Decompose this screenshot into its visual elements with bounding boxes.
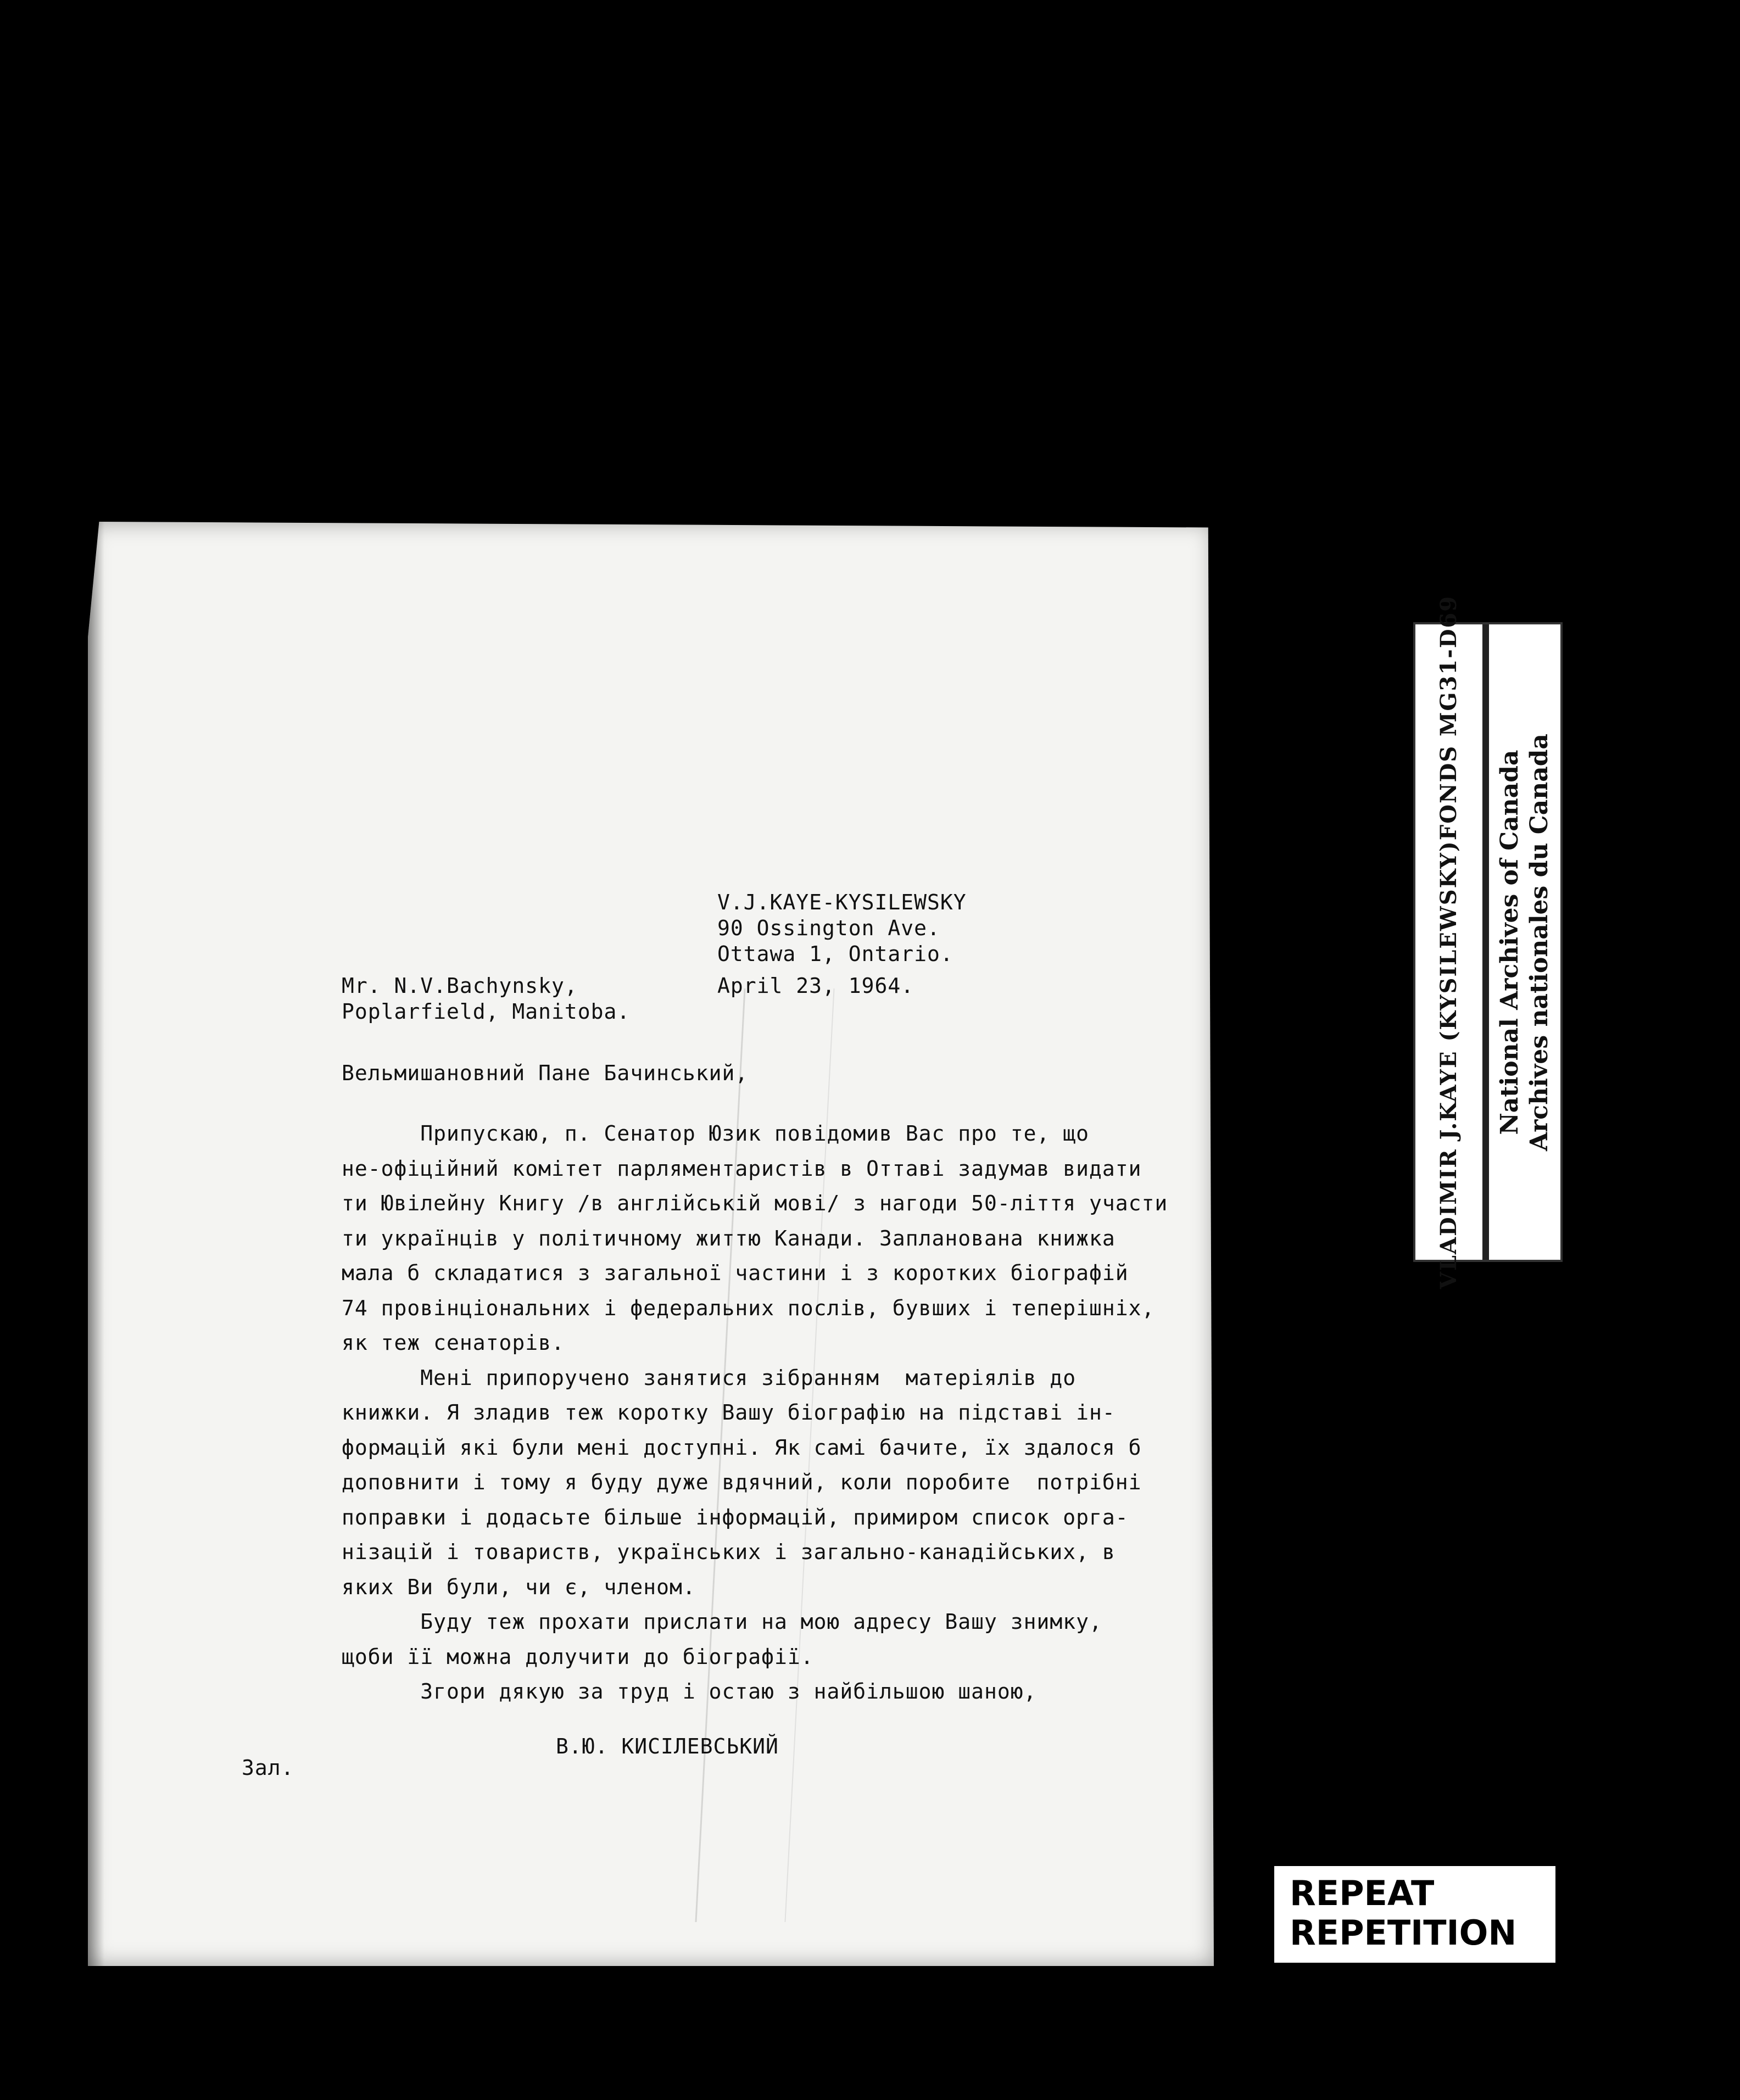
label-divider <box>1482 624 1489 1260</box>
institution-names <box>1495 733 1554 1150</box>
stamp-line-1: REPEAT <box>1290 1873 1435 1913</box>
sender-address: V.J.KAYE-KYSILEWSKY 90 Ossington Ave. Ottawa 1, Ontario. <box>717 890 967 966</box>
body-line: Згори дякую за труд і остаю з найбільшою шаною, <box>342 1679 1037 1704</box>
fonds-column <box>1415 595 1482 1289</box>
body-line: 74 провінціональних і федеральних послів, бувших і теперішніх, <box>342 1295 1155 1320</box>
body-line: ти українців у політичному життю Канади. Запланована книжка <box>342 1226 1116 1250</box>
institution-name-en: National Archives of Canada <box>1496 750 1524 1135</box>
letter-body <box>342 1116 1168 1710</box>
salutation: Вельмишановний Пане Бачинський, <box>342 1061 749 1085</box>
body-line: яких Ви були, чи є, членом. <box>342 1574 696 1599</box>
body-line: не-офіційний комітет парляментаристів в Оттаві задумав видати <box>342 1156 1142 1181</box>
body-line: нізацій і товариств, українських і загально-канадійських, в <box>342 1540 1116 1564</box>
fonds-reference: VLADIMIR J.KAYE (KYSILEWSKY)FONDS MG31-D69 <box>1436 595 1462 1289</box>
repeat-stamp <box>1274 1866 1555 1963</box>
body-line: Буду теж прохати прислати на мою адресу Вашу знимку, <box>342 1610 1102 1634</box>
body-line: формацій які були мені доступні. Як самі бачите, їх здалося б <box>342 1435 1142 1460</box>
enclosure-note: Зал. <box>242 1756 294 1780</box>
body-line: доповнити і тому я буду дуже вдячний, коли поробите потрібні <box>342 1470 1142 1494</box>
institution-column <box>1489 624 1560 1260</box>
institution-name-fr: Archives nationales du Canada <box>1525 733 1553 1151</box>
body-line: ти Ювілейну Книгу /в англійській мові/ з нагоди 50-ліття участи <box>342 1191 1168 1215</box>
body-line: Припускаю, п. Сенатор Юзик повідомив Вас про те, що <box>342 1121 1090 1146</box>
body-line: щоби її можна долучити до біографії. <box>342 1644 814 1669</box>
body-line: Мені припоручено занятися зібранням матеріялів до <box>342 1365 1077 1390</box>
stamp-line-2: REPETITION <box>1290 1913 1517 1953</box>
signature: В.Ю. КИСІЛЕВСЬКИЙ <box>556 1734 779 1758</box>
body-line: як теж сенаторів. <box>342 1331 565 1355</box>
archive-label <box>1413 595 1563 1289</box>
letter-date: April 23, 1964. <box>717 974 914 998</box>
body-line: мала б складатися з загальної частини і з коротких біографій <box>342 1261 1129 1285</box>
recipient-address: Mr. N.V.Bachynsky, Poplarfield, Manitoba. <box>342 974 631 1024</box>
body-line: поправки і додасьте більше інформацій, примиром список орга- <box>342 1505 1129 1529</box>
body-line: книжки. Я зладив теж коротку Вашу біографію на підставі ін- <box>342 1400 1116 1425</box>
